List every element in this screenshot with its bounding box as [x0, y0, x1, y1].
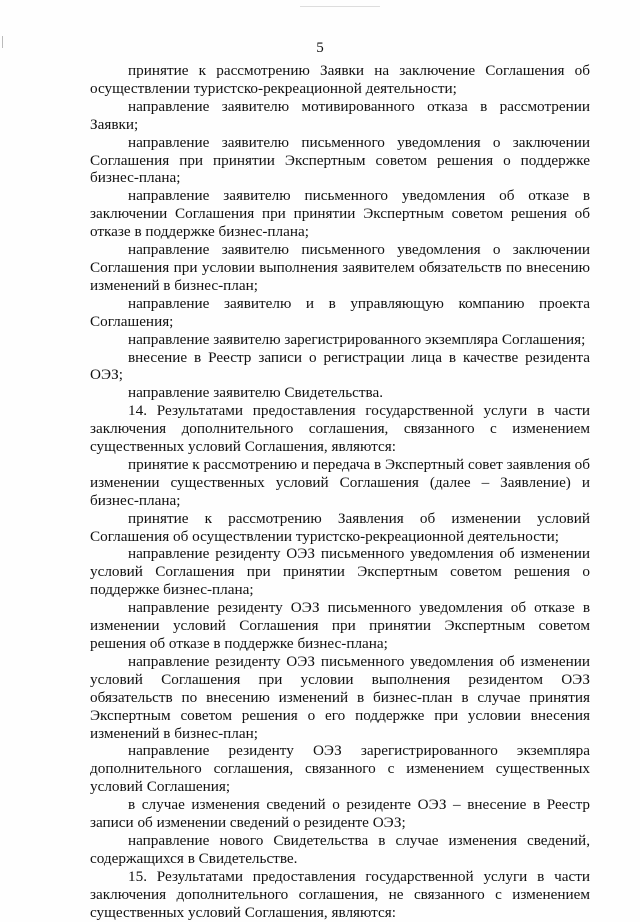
- paragraph: направление заявителю письменного уведомления об отказе в заключении Соглашения при принятии Экспертным советом решения об отказе в поддержке бизнес-плана;: [90, 187, 590, 241]
- paragraph: направление резиденту ОЭЗ письменного уведомления об изменении условий Соглашения при принятии Экспертным советом решения о поддержке бизнес-плана;: [90, 545, 590, 599]
- paragraph: внесение в Реестр записи о регистрации лица в качестве резидента ОЭЗ;: [90, 348, 590, 384]
- paragraph: в случае изменения сведений о резиденте ОЭЗ – внесение в Реестр записи об изменении сведений о резиденте ОЭЗ;: [90, 796, 590, 832]
- paragraph: направление заявителю Свидетельства.: [128, 384, 384, 402]
- paragraph: принятие к рассмотрению и передача в Экспертный совет заявления об изменении существенных условий Соглашения (далее – Заявление) и бизнес-плана;: [90, 455, 590, 509]
- paragraph: направление резиденту ОЭЗ письменного уведомления об отказе в изменении условий Соглашения при принятии Экспертным советом решения об отказе в поддержке бизнес-плана;: [90, 599, 590, 652]
- paragraph: направление резиденту ОЭЗ зарегистрированного экземпляра дополнительного соглашения, связанного с изменением существенных условий Соглашения;: [90, 742, 590, 796]
- section-14-heading: 14. Результатами предоставления государственной услуги в части заключения дополнительного соглашения, связанного с изменением существенных условий Соглашения, являются:: [90, 402, 590, 456]
- paragraph: принятие к рассмотрению Заявки на заключение Соглашения об осуществлении туристско-рекреационной деятельности;: [90, 62, 590, 97]
- page-number: 5: [316, 40, 324, 56]
- paragraph: направление нового Свидетельства в случае изменения сведений, содержащихся в Свидетельстве.: [90, 831, 590, 867]
- paragraph: направление заявителю и в управляющую компанию проекта Соглашения;: [90, 294, 590, 330]
- paragraph: направление заявителю письменного уведомления о заключении Соглашения при условии выполнения заявителем обязательств по внесению изменений в бизнес-план;: [90, 241, 590, 294]
- paragraph: принятие к рассмотрению Заявления об изменении условий Соглашения об осуществлении туристско-рекреационной деятельности;: [90, 509, 590, 545]
- paragraph: направление заявителю письменного уведомления о заключении Соглашения при принятии Экспертным советом решения о поддержке бизнес-плана;: [90, 133, 590, 187]
- scan-artifact-top: [300, 6, 380, 7]
- document-body: [90, 62, 590, 922]
- paragraph: направление заявителю зарегистрированного экземпляра Соглашения;: [128, 330, 586, 348]
- paragraph: направление заявителю мотивированного отказа в рассмотрении Заявки;: [90, 97, 590, 133]
- paragraph: направление резиденту ОЭЗ письменного уведомления об изменении условий Соглашения при условии выполнения резидентом ОЭЗ обязательств по внесению изменений в бизнес-план в случае принятия Экспертным советом решения о его поддержке при условии внесения изменений в бизнес-план;: [90, 652, 590, 742]
- section-15-heading: 15. Результатами предоставления государственной услуги в части заключения дополнительного соглашения, не связанного с изменением существенных условий Соглашения, являются:: [90, 867, 590, 921]
